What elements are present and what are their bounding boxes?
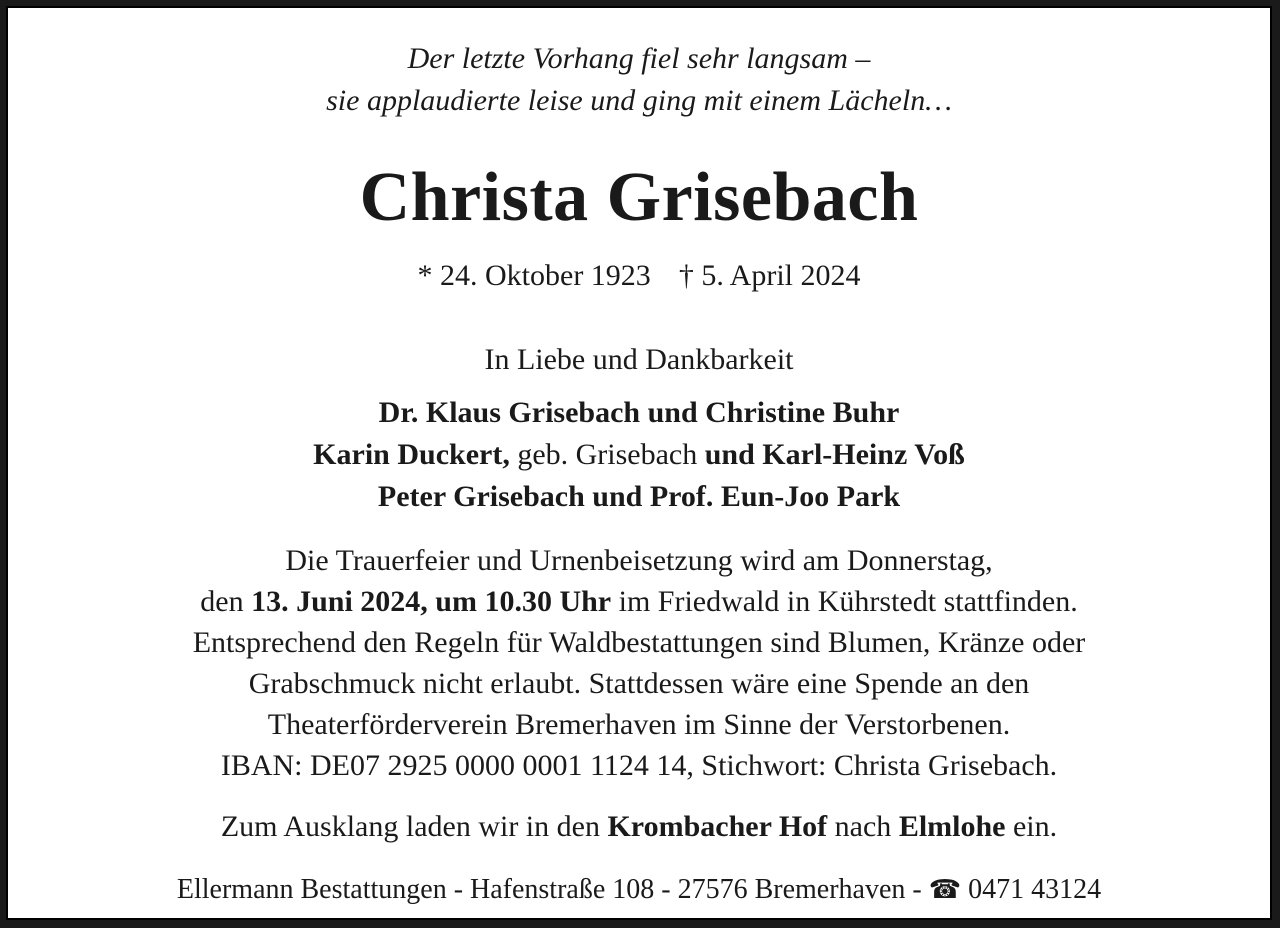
life-dates [8,258,1270,294]
motto-line-1: Der letzte Vorhang fiel sehr langsam – [407,42,871,75]
birth-date: * 24. Oktober 1923 [417,259,651,292]
venue-name: Krombacher Hof [607,810,828,843]
family-line-3: Peter Grisebach und Prof. Eun-Joo Park [377,480,901,513]
obituary-notice [6,6,1272,920]
closing-prefix: Zum Ausklang laden wir in den [220,810,608,843]
motto-line-2: sie applaudierte leise und ging mit einem Lächeln… [326,84,952,117]
ceremony-date-time: 13. Juni 2024, um 10.30 Uhr [251,585,612,618]
closing-suffix: ein. [1005,810,1058,843]
closing-mid: nach [827,810,899,843]
donation-iban: IBAN: DE07 2925 0000 0001 1124 14, Stichwort: Christa Grisebach. [220,749,1058,782]
family-signatories [8,392,1270,518]
family-name-karin: Karin Duckert, [313,438,510,471]
family-line-2 [8,434,1270,476]
ceremony-line-2 [8,581,1270,622]
family-line-1: Dr. Klaus Grisebach und Christine Buhr [378,396,900,429]
family-name-karl-heinz: und Karl-Heinz Voß [704,438,965,471]
funeral-home-phone: 0471 43124 [968,874,1102,905]
intro-text: In Liebe und Dankbarkeit [484,343,794,376]
phone-icon: ☎ [928,875,962,904]
ceremony-info [8,540,1270,786]
ceremony-line-3: Entsprechend den Regeln für Waldbestattungen sind Blumen, Kränze oder [192,626,1086,659]
funeral-home-footer [8,872,1270,908]
family-maiden-name: geb. Grisebach [509,438,705,471]
deceased-name: Christa Grisebach [359,159,919,236]
venue-town: Elmlohe [898,810,1006,843]
funeral-home-address: Ellermann Bestattungen - Hafenstraße 108 - 27576 Bremerhaven - [176,874,929,905]
death-date: † 5. April 2024 [678,259,861,292]
ceremony-location: im Friedwald in Kührstedt stattfinden. [611,585,1078,618]
ceremony-line-5: Theaterförderverein Bremerhaven im Sinne der Verstorbenen. [267,708,1011,741]
closing-invitation [8,808,1270,846]
motto-verse [8,38,1270,122]
ceremony-prefix: den [200,585,252,618]
ceremony-line-1: Die Trauerfeier und Urnenbeisetzung wird am Donnerstag, [285,544,993,577]
ceremony-line-4: Grabschmuck nicht erlaubt. Stattdessen wäre eine Spende an den [248,667,1030,700]
